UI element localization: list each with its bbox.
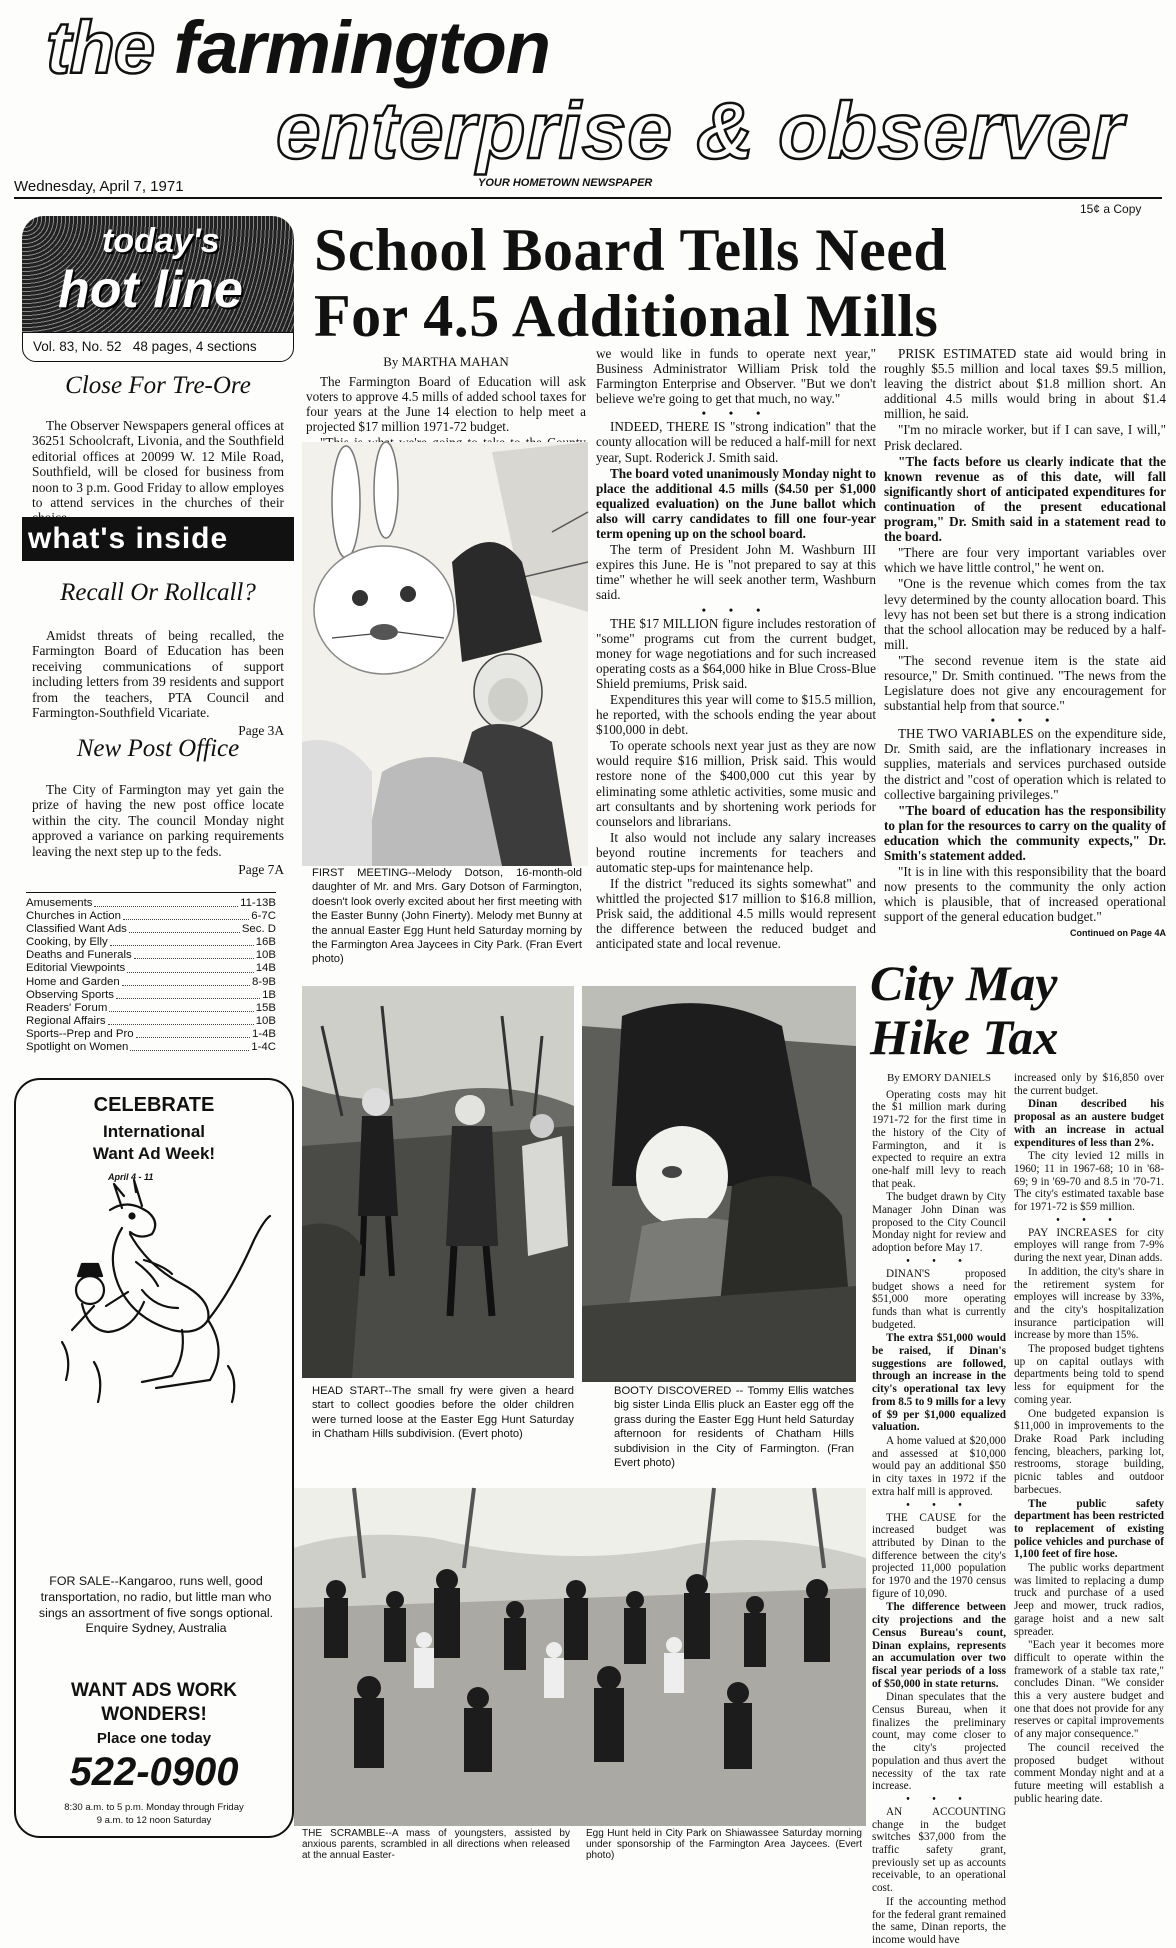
main-col3-p: "The board of education has the responsibility to plan for the resources to carry on the quality of education which the community expects," Dr. Smith's statement added. — [884, 802, 1166, 863]
hotline-title-1: today's — [102, 222, 220, 260]
main-col3-p: PRISK ESTIMATED state aid would bring in roughly $5.5 million and local taxes $9.5 million, leaving the district about $1.8 million short. An additional 4.5 mills would bring in about $1.4 million, he said. — [884, 346, 1166, 422]
city-col2-p: The public works department was limited to replacing a dump truck and purchase of a used Jeep and mower, truck radios, garage hoist and a new salt spreader. — [1014, 1562, 1164, 1638]
city-col1-p: The budget drawn by City Manager John Dinan was proposed to the City Council Monday night for review and adoption before May 17. — [872, 1191, 1006, 1255]
index-page: 1B — [262, 988, 276, 1001]
city-col2-p: The council received the proposed budget without comment Monday night and at a future meeting will establish a public hearing date. — [1014, 1741, 1164, 1805]
city-col2-p: increased only by $16,850 over the current budget. — [1014, 1072, 1164, 1097]
index-leader — [110, 936, 254, 946]
index-page: 10B — [255, 949, 276, 962]
index-label: Deaths and Funerals — [26, 949, 132, 962]
main-col3-p: "It is in line with this responsibility that the board now presents to the community the only action which is plausible, that of increased operational support of the general education budget." — [884, 864, 1166, 925]
inside-item-2-body — [32, 782, 284, 877]
city-col1-p: The difference between city projections and the Census Bureau's count, Dinan explains, represents an accumulation over two fiscal year periods of a loss of $50,000 in state returns. — [872, 1601, 1006, 1690]
city-col1-p: The extra $51,000 would be raised, if Dinan's suggestions are followed, through an increase in the city's operational tax levy from 8.5 to 9 mills for a levy of $9 per $1,000 equalized valuation. — [872, 1332, 1006, 1434]
inside-item-1-title: Recall Or Rollcall? — [60, 579, 256, 606]
main-col3-p: THE TWO VARIABLES on the expenditure side, Dr. Smith said, are the inflationary increases in supplies, materials and services purchased outside the district and "cost of operation which is related to collective bargaining privileges." — [884, 726, 1166, 802]
index-leader — [123, 910, 249, 920]
price: 15¢ a Copy — [1080, 202, 1142, 216]
index-label: Cooking, by Elly — [26, 936, 108, 949]
kangaroo-illustration — [32, 1180, 282, 1410]
city-col1-p: THE CAUSE for the increased budget was attributed by Dinan to the difference between the city's projected 11,000 population for 1970 and the 1970 census figure of 10,090. — [872, 1511, 1006, 1600]
notice-title: Close For Tre-Ore — [65, 372, 251, 399]
ad-international: International — [102, 1122, 205, 1141]
inside-item-2-text: The City of Farmington may yet gain the prize of having the new post office locate within the city. The council Monday night approved a variance on parking requirements leaving the next step up to the feds. — [32, 782, 284, 859]
city-col-1 — [872, 1072, 1006, 1948]
ad-hours-2: 9 a.m. to 12 noon Saturday — [96, 1815, 212, 1826]
index-row — [26, 976, 276, 989]
city-headline-2: Hike Tax — [870, 1009, 1059, 1065]
index-page: 16B — [255, 936, 276, 949]
main-col2-p: INDEED, THERE IS "strong indication" that the county allocation will be reduced a half-mill for next year, Supt. Roderick J. Smith said. — [596, 419, 876, 465]
inside-item-2-page: Page 7A — [238, 862, 284, 878]
city-col1-p: DINAN'S proposed budget shows a need for $51,000 more operating funds than what is currently budgeted. — [872, 1267, 1006, 1331]
index-row — [26, 1015, 276, 1028]
main-col-2 — [596, 346, 876, 953]
main-col-3 — [884, 346, 1166, 942]
issue-date: Wednesday, April 7, 1971 — [14, 178, 184, 195]
masthead-farmington: farmington — [173, 6, 550, 89]
index-label: Observing Sports — [26, 988, 114, 1001]
main-col2-p: If the district "reduced its sights somewhat" and whittled the projected $17 million to $16.8 million, Prisk said, the additional 4.5 mills would represent the difference between the reduced budget and anticipated state and local revenue. — [596, 876, 876, 952]
index-label: Home and Garden — [26, 975, 120, 988]
index-label: Churches in Action — [26, 910, 121, 923]
hotline-banner — [22, 216, 294, 332]
main-col2-p: Expenditures this year will come to $15.5 million, he reported, with the schools ending the year about $100,000 in debt. — [596, 691, 876, 738]
index-row — [26, 1028, 276, 1041]
city-col2-p: In addition, the city's share in the retirement system for employes will increase by 33%, and the city's hospitalization insurance participation will increase by more than 15%. — [1014, 1265, 1164, 1342]
city-col-2 — [1014, 1072, 1164, 1806]
main-col1-p: The Farmington Board of Education will ask voters to approve 4.5 mills of added school taxes for four years at the June 14 election to help meet a projected $17 million 1971-72 budget. — [306, 374, 586, 435]
index-box — [26, 892, 276, 1052]
index-page: 8-9B — [251, 975, 276, 988]
main-col3-p: "There are four very important variables over which we have little control," he went on. — [884, 545, 1166, 576]
caption-head-start: HEAD START--The small fry were given a heard start to collect goodies before the older children were turned loose at the Easter Egg Hunt Saturday in Chatham Hills subdivision. (Evert photo) — [312, 1385, 574, 1441]
index-row — [26, 962, 276, 975]
main-col2-p: To operate schools next year just as they are now would require $16 million, Prisk said. This would restore none of the $400,000 cut this year by eliminating some athletic activities, some music and art consultants and by shortening work periods for counselors and librarians. — [596, 738, 876, 829]
hotline-title-2: hot line — [58, 261, 243, 319]
main-col3-p: "The second revenue item is the state aid resource," Dr. Smith continued. "The news from the Legislature does not give any encouragement for substantial help from that source." — [884, 652, 1166, 714]
masthead-the: the — [46, 6, 154, 89]
city-col2-p: The city levied 12 mills in 1960; 11 in 1967-68; 10 in '68-69; 9 in '69-70 and 8.5 in '70-71. The city's estimated taxable base for 1971-72 is $59 million. — [1014, 1150, 1164, 1214]
city-col2-p: Dinan described his proposal as an austere budget with an increase in actual expenditures of less than 2%. — [1014, 1098, 1164, 1149]
main-headline-1: School Board Tells Need — [314, 217, 948, 283]
volume-line: Vol. 83, No. 52 48 pages, 4 sections — [22, 332, 294, 362]
masthead-title-line-1 — [46, 8, 566, 92]
ad-slogan-1: WANT ADS WORK — [70, 1680, 238, 1701]
ad-dates: April 4 - 11 — [108, 1172, 154, 1182]
main-col2-p: The term of President John M. Washburn III expires this June. He is "not prepared to say at this time" whether he will seek another term, Washburn said. — [596, 542, 876, 603]
section-break: • • • — [906, 1499, 972, 1511]
index-label: Amusements — [26, 897, 93, 909]
index-row — [26, 897, 276, 910]
index-leader — [129, 923, 240, 933]
masthead-rule — [14, 197, 1162, 199]
index-leader — [130, 1041, 249, 1051]
index-leader — [116, 989, 260, 999]
index-leader — [109, 1002, 253, 1012]
index-label: Classified Want Ads — [26, 923, 127, 936]
inside-item-1-body — [32, 628, 284, 739]
city-col2-p: PAY INCREASES for city employes will range from 7-9% during the next year, Dinan adds. — [1014, 1226, 1164, 1265]
index-page: 10B — [255, 1014, 276, 1027]
main-col2-p: THE $17 MILLION figure includes restoration of "some" programs cut from the current budget, money for wage negotiations and for such increased operating costs as a $64,000 hike in Blue Cross-Blue Shield premiums, Prisk said. — [596, 615, 876, 691]
main-col2-p: The board voted unanimously Monday night to place the additional 4.5 mills ($4.50 per $1,000 equalized evaluation) on the June ballot which also will carry candidates to fill one four-year term opening up on the school board. — [596, 465, 877, 542]
index-label: Editorial Viewpoints — [26, 962, 126, 975]
index-leader — [94, 897, 238, 907]
continued-note: Continued on Page 4A — [1069, 928, 1166, 939]
index-row — [26, 1041, 276, 1054]
ad-slogan-2: WONDERS! — [101, 1704, 207, 1725]
index-page: 15B — [255, 1001, 276, 1014]
main-col3-p: "The facts before us clearly indicate that the known revenue as of this date, will fall significantly short of anticipated expenditures for continuation of the present educational program," Dr. Smith said in a statement read to the board. — [884, 453, 1166, 545]
photo-the-scramble — [294, 1488, 866, 1826]
tagline: YOUR HOMETOWN NEWSPAPER — [478, 177, 653, 189]
main-col3-p: "One is the revenue which comes from the tax levy determined by the county allocation board. This levy has not been set but there is a strong indication that the school allocation may be reduced by a half-mill. — [884, 576, 1166, 652]
index-row — [26, 936, 276, 949]
city-col2-p: The proposed budget tightens up on capital outlays with departments being told to spend less for equipment for the coming year. — [1014, 1343, 1164, 1406]
index-page: 1-4B — [251, 1027, 276, 1040]
city-col2-p: One budgeted expansion is $11,000 in improvements to the Drake Road Park including fencing, bleachers, parking lot, restrooms, storage building, picnic tables and outdoor barbecues. — [1014, 1407, 1164, 1496]
city-byline: By EMORY DANIELS — [886, 1072, 992, 1084]
main-col3-p: "I'm no miracle worker, but if I can save, I will," Prisk declared. — [884, 422, 1166, 453]
index-leader — [127, 962, 254, 972]
inside-item-1-text: Amidst threats of being recalled, the Farmington Board of Education has been receiving communications of support including letters from 39 residents and support from the teachers, PTA Council and Farmington-Southfield Vicariate. — [32, 628, 284, 721]
caption-scramble-part-2: Egg Hunt held in City Park on Shiawassee Saturday morning under sponsorship of the Farmington Area Jaycees. (Evert photo) — [586, 1828, 862, 1861]
city-col2-p: The public safety department has been restricted to replacement of existing police vehicles and purchase of 1,100 feet of fire hose. — [1014, 1497, 1164, 1561]
notice-text: The Observer Newspapers general offices at 36251 Schoolcraft, Livonia, and the Southfield editorial offices at 20099 W. 12 Mile Road, Southfield, will be closed for business from noon to 3 p.m. Good Friday to allow employes to attend services in the churches of their — [32, 418, 284, 511]
city-col1-p: AN ACCOUNTING change in the budget switches $37,000 from the traffic safety grant, previously set up as accounts receivable, to an operational cost. — [872, 1805, 1006, 1895]
index-row — [26, 949, 276, 962]
ad-hours-1: 8:30 a.m. to 5 p.m. Monday through Friday — [64, 1802, 244, 1813]
index-leader — [136, 1028, 250, 1038]
index-page: 6-7C — [251, 910, 276, 923]
section-break: • • • — [701, 602, 771, 617]
photo-first-meeting — [302, 442, 588, 866]
index-page: 11-13B — [240, 897, 276, 909]
inside-item-1-page: Page 3A — [238, 723, 284, 739]
city-headline-1: City May — [870, 955, 1058, 1011]
index-label: Sports--Prep and Pro — [26, 1027, 134, 1040]
caption-scramble-part-1: THE SCRAMBLE--A mass of youngsters, assisted by anxious parents, scrambled in all directions when released at the annual Easter- — [302, 1828, 570, 1861]
masthead-title-line-2: enterprise & observer — [276, 86, 1125, 175]
index-label: Readers' Forum — [26, 1001, 108, 1014]
index-page: Sec. D — [241, 923, 276, 936]
index-row — [26, 910, 276, 923]
index-row — [26, 923, 276, 936]
section-break: • • • — [906, 1793, 972, 1805]
main-col2-p: It also would not include any salary increases beyond routine increments for teachers and automatic step-ups for maintenance help. — [596, 829, 876, 875]
ad-want-ad-week: Want Ad Week! — [92, 1144, 216, 1163]
ad-for-sale: FOR SALE--Kangaroo, runs well, good transportation, no radio, but little man who sings an assortment of five songs optional. Enquire Sydney, Australia — [38, 1574, 274, 1636]
caption-booty-discovered: BOOTY DISCOVERED -- Tommy Ellis watches big sister Linda Ellis pluck an Easter egg off the grass during the Easter Egg Hunt held Saturday afternoon for residents of Chatham Hills subdivision in the City of Farmington. (Fran Evert photo) — [614, 1385, 854, 1470]
index-leader — [108, 1015, 254, 1025]
main-col2-p: we would like in funds to operate next year," Business Administrator William Prisk told the Farmington Enterprise and Observer. "But we don't believe we're going to get that much, no way." — [596, 346, 876, 407]
notice-body — [32, 418, 284, 526]
caption-first-meeting: FIRST MEETING--Melody Dotson, 16-month-old daughter of Mr. and Mrs. Gary Dotson of Farmington, doesn't look overly excited about her first meeting with the Easter Bunny (John Finerty). Melody met Bunny at the annual Easter Egg Hunt held Saturday morning by the Farmington Area Jaycees in City Park. (Fran Evert photo) — [312, 867, 582, 966]
index-row — [26, 1002, 276, 1015]
city-col1-p: If the accounting method for the federal grant remained the same, Dinan reports, the income would have — [872, 1895, 1006, 1946]
main-headline-2: For 4.5 Additional Mills — [314, 283, 939, 349]
ad-place-one: Place one today — [96, 1730, 212, 1747]
index-label: Spotlight on Women — [26, 1041, 129, 1054]
index-page: 14B — [255, 962, 276, 975]
section-break: • • • — [1056, 1214, 1122, 1226]
city-col1-p: Dinan speculates that the Census Bureau, when it finalizes the preliminary count, may come closer to the city's projected population and thus avert the necessity of the tax rate increase. — [872, 1691, 1006, 1793]
index-leader — [122, 976, 250, 986]
main-byline: By MARTHA MAHAN — [383, 354, 509, 369]
whats-inside-banner: what's inside — [22, 517, 294, 561]
ad-celebrate: CELEBRATE — [93, 1094, 215, 1116]
photo-head-start — [302, 986, 574, 1378]
section-break: • • • — [906, 1255, 972, 1267]
city-col1-p: Operating costs may hit the $1 million mark during 1971-72 for the first time in the history of the City of Farmington, and it is expected to require an extra one-half mill levy to reach that peak. — [872, 1088, 1006, 1190]
section-break: • • • — [990, 713, 1060, 728]
want-ad-box — [14, 1078, 294, 1838]
index-row — [26, 989, 276, 1002]
section-break: • • • — [701, 406, 771, 421]
index-label: Regional Affairs — [26, 1014, 106, 1027]
index-leader — [134, 949, 254, 959]
city-col1-p: A home valued at $20,000 and assessed at $10,000 would pay an additional $50 in city taxes in 1972 if the extra half mill is approved. — [872, 1434, 1006, 1498]
city-col2-p: "Each year it becomes more difficult to operate within the framework of a stable tax rate," concludes Dinan. "We consider this a very austere budget and one that does not provide for any reserves or capital improvements of any major consequence." — [1014, 1639, 1164, 1741]
index-page: 1-4C — [251, 1041, 276, 1054]
photo-booty-discovered — [582, 986, 856, 1382]
inside-item-2-title: New Post Office — [76, 735, 240, 762]
ad-phone-number: 522-0900 — [69, 1750, 239, 1794]
